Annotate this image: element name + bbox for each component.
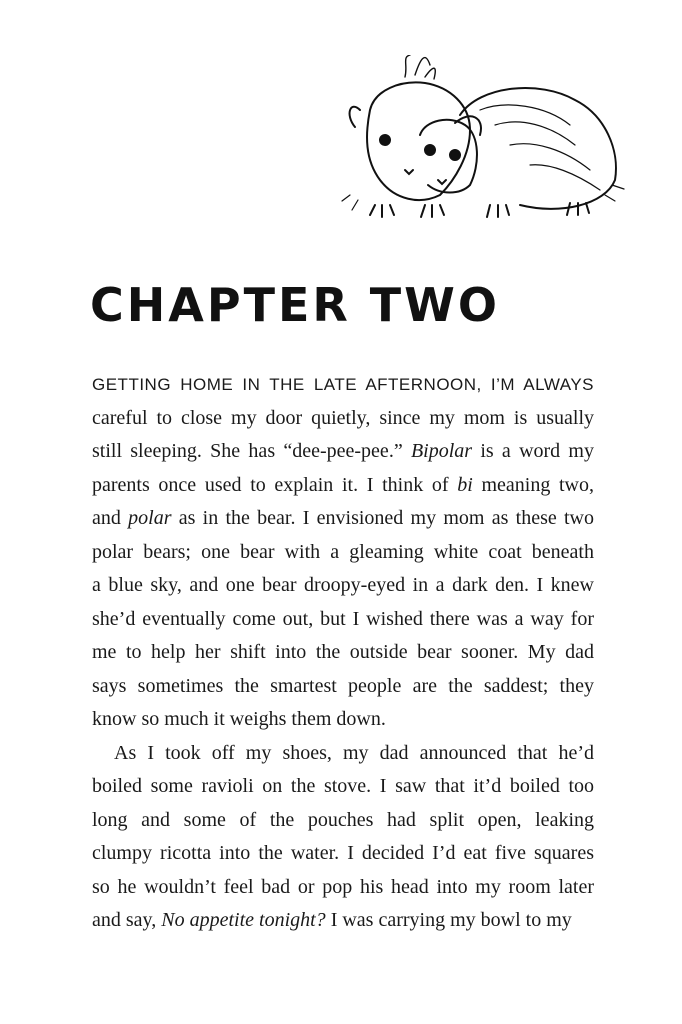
text-run: know so much it weighs them down. [92, 708, 386, 730]
text-run: says sometimes the smartest people are the saddest; they [92, 674, 594, 697]
text-run: As I took off my shoes, my dad announced that he’d [114, 741, 594, 764]
text-run: and say, [92, 909, 162, 931]
text-line [92, 368, 594, 402]
paragraph [92, 368, 594, 737]
text-run: a blue sky, and one bear droopy-eyed in a dark den. I knew [92, 574, 594, 596]
text-line [92, 904, 594, 938]
text-run: long and some of the pouches had split open, leaking [92, 808, 594, 831]
italic-text: polar [128, 507, 172, 529]
text-run: careful to close my door quietly, since my mom is usually [92, 406, 594, 429]
text-line [92, 770, 594, 804]
text-line [92, 435, 594, 469]
text-line [92, 837, 594, 871]
guinea-pigs-illustration [330, 55, 630, 230]
text-line [92, 502, 594, 536]
text-line [92, 603, 594, 637]
text-line [92, 670, 594, 704]
paragraph [92, 737, 594, 938]
text-line [92, 636, 594, 670]
text-run: polar bears; one bear with a gleaming white coat beneath [92, 540, 594, 563]
italic-text: Bipolar [410, 440, 473, 462]
text-run: parents once used to explain it. I think of [92, 473, 458, 496]
text-line [92, 703, 594, 737]
text-run: as in the bear. I envisioned my mom as these two [171, 507, 594, 529]
text-line [92, 569, 594, 603]
text-line [92, 804, 594, 838]
text-run: and [92, 507, 129, 529]
text-run: is a word my [472, 440, 594, 462]
text-run: me to help her shift into the outside bear sooner. My dad [92, 641, 594, 663]
text-run: she’d eventually come out, but I wished there was a way for [92, 607, 594, 630]
chapter-body [92, 368, 594, 938]
text-run: I was carrying my bowl to my [325, 909, 572, 931]
text-line [92, 469, 594, 503]
text-run: GETTING HOME IN THE LATE AFTERNOON, I’M ALWAYS [92, 375, 594, 394]
italic-text: bi [457, 473, 473, 496]
text-run: so he wouldn’t feel bad or pop his head into my room later [92, 875, 594, 898]
text-run: still sleeping. She has “dee-pee-pee.” [92, 440, 411, 462]
chapter-title: CHAPTER TWO [90, 278, 501, 332]
text-line [92, 871, 594, 905]
text-line [92, 536, 594, 570]
text-line [92, 402, 594, 436]
italic-text: No appetite tonight? [161, 909, 326, 931]
text-run: boiled some ravioli on the stove. I saw that it’d boiled too [92, 775, 594, 797]
text-run: clumpy ricotta into the water. I decided I’d eat five squares [92, 842, 594, 864]
text-line [92, 737, 594, 771]
text-run: meaning two, [472, 473, 594, 496]
